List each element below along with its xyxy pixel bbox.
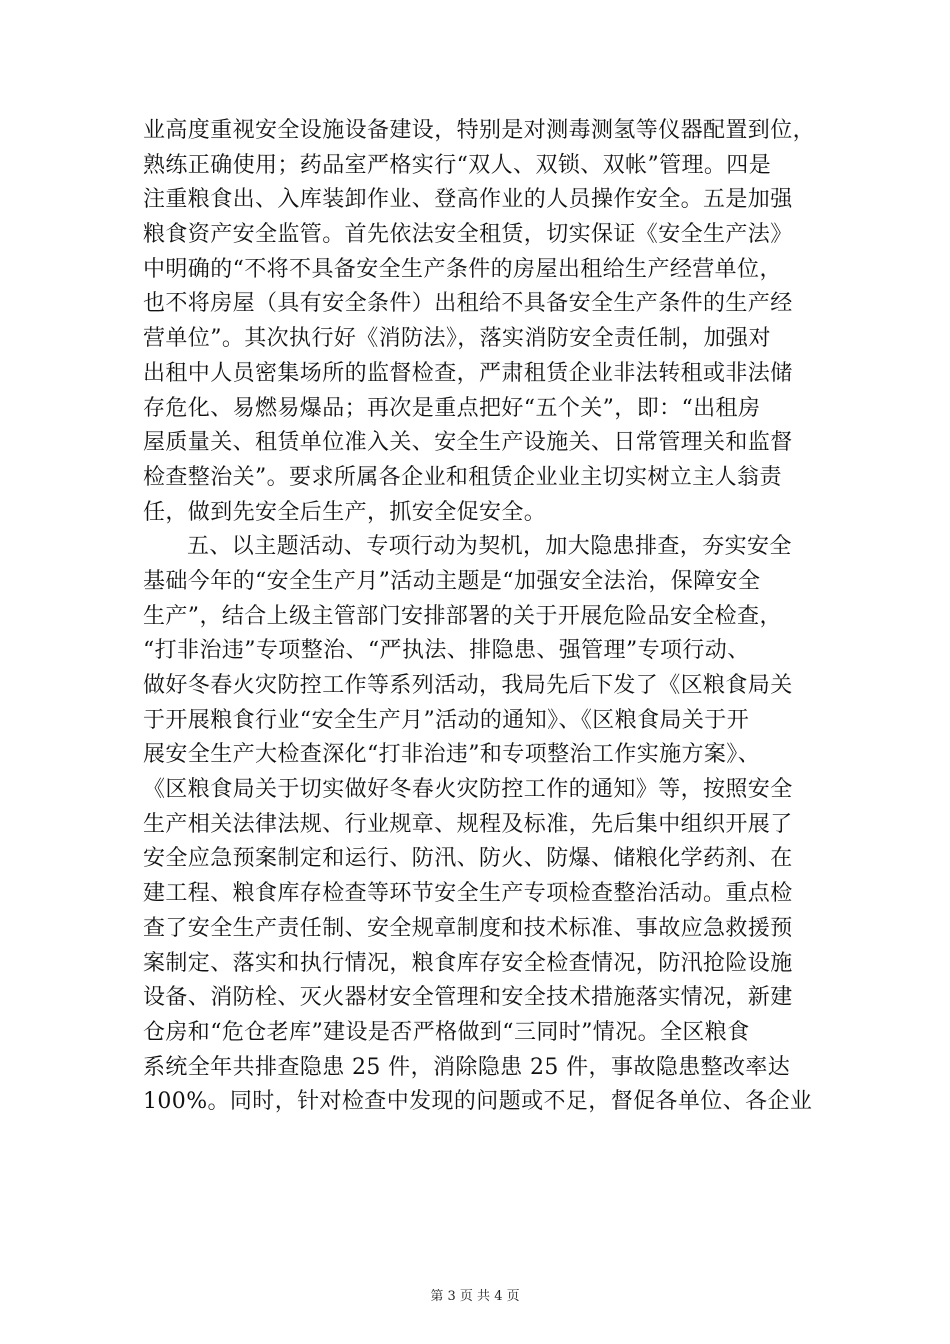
page-number-label: 第 3 页 共 4 页 [430,1289,520,1304]
text-line: 熟练正确使用；药品室严格实行“双人、双锁、双帐”管理。四是 [143,152,772,178]
text-line: 查了安全生产责任制、安全规章制度和技术标准、事故应急救援预 [143,915,793,941]
text-line: 任，做到先安全后生产，抓安全促安全。 [143,499,547,525]
text-line: 展安全生产大检查深化“打非治违”和专项整治工作实施方案》、 [143,742,761,768]
text-line: 营单位”。其次执行好《消防法》，落实消防安全责任制，加强对 [143,326,771,352]
text-line: 中明确的“不将不具备安全生产条件的房屋出租给生产经营单位， [143,256,782,282]
text-line: 系统全年共排查隐患 25 件，消除隐患 25 件，事故隐患整改率达 [143,1054,791,1080]
text-line: 生产”，结合上级主管部门安排部署的关于开展危险品安全检查， [143,603,782,629]
text-line: 业高度重视安全设施设备建设，特别是对测毒测氢等仪器配置到位， [143,118,816,143]
text-line: 屋质量关、租赁单位准入关、安全生产设施关、日常管理关和监督 [143,430,793,456]
text-line: 做好冬春火灾防控工作等系列活动，我局先后下发了《区粮食局关 [143,673,793,698]
text-line: 于开展粮食行业“安全生产月”活动的通知》、《区粮食局关于开 [143,707,750,733]
page-footer [0,1285,950,1304]
text-line: 安全应急预案制定和运行、防汛、防火、防爆、储粮化学药剂、在 [143,846,793,872]
text-line: 出租中人员密集场所的监督检查，严肃租赁企业非法转租或非法储 [143,360,793,386]
text-line: 建工程、粮食库存检查等环节安全生产专项检查整治活动。重点检 [143,881,793,907]
text-line: 注重粮食出、入库装卸作业、登高作业的人员操作安全。五是加强 [143,187,793,213]
text-line: 仓房和“危仓老库”建设是否严格做到“三同时”情况。全区粮食 [143,1019,750,1045]
text-line: 粮食资产安全监管。首先依法安全租赁，切实保证《安全生产法》 [143,222,793,248]
text-line: 案制定、落实和执行情况，粮食库存安全检查情况，防汛抢险设施 [143,950,793,976]
text-line: 基础今年的“安全生产月”活动主题是“加强安全法治，保障安全 [143,568,761,594]
text-line: 设备、消防栓、灭火器材安全管理和安全技术措施落实情况，新建 [143,985,793,1011]
text-line: 检查整治关”。要求所属各企业和租赁企业业主切实树立主人翁责 [143,464,782,490]
text-line: 存危化、易燃易爆品；再次是重点把好“五个关”，即：“出租房 [143,395,761,421]
text-line: 100%。同时，针对检查中发现的问题或不足，督促各单位、各企业 [143,1089,813,1115]
text-line: 也不将房屋（具有安全条件）出租给不具备安全生产条件的生产经 [143,291,793,317]
text-line: 生产相关法律法规、行业规章、规程及标准，先后集中组织开展了 [143,811,793,837]
text-line: 《区粮食局关于切实做好冬春火灾防控工作的通知》等，按照安全 [143,777,793,803]
section-heading-line: 五、以主题活动、专项行动为契机，加大隐患排查，夯实安全 [187,534,792,560]
document-body [143,114,816,1120]
text-line: “打非治违”专项整治、“严执法、排隐患、强管理”专项行动、 [143,638,750,664]
